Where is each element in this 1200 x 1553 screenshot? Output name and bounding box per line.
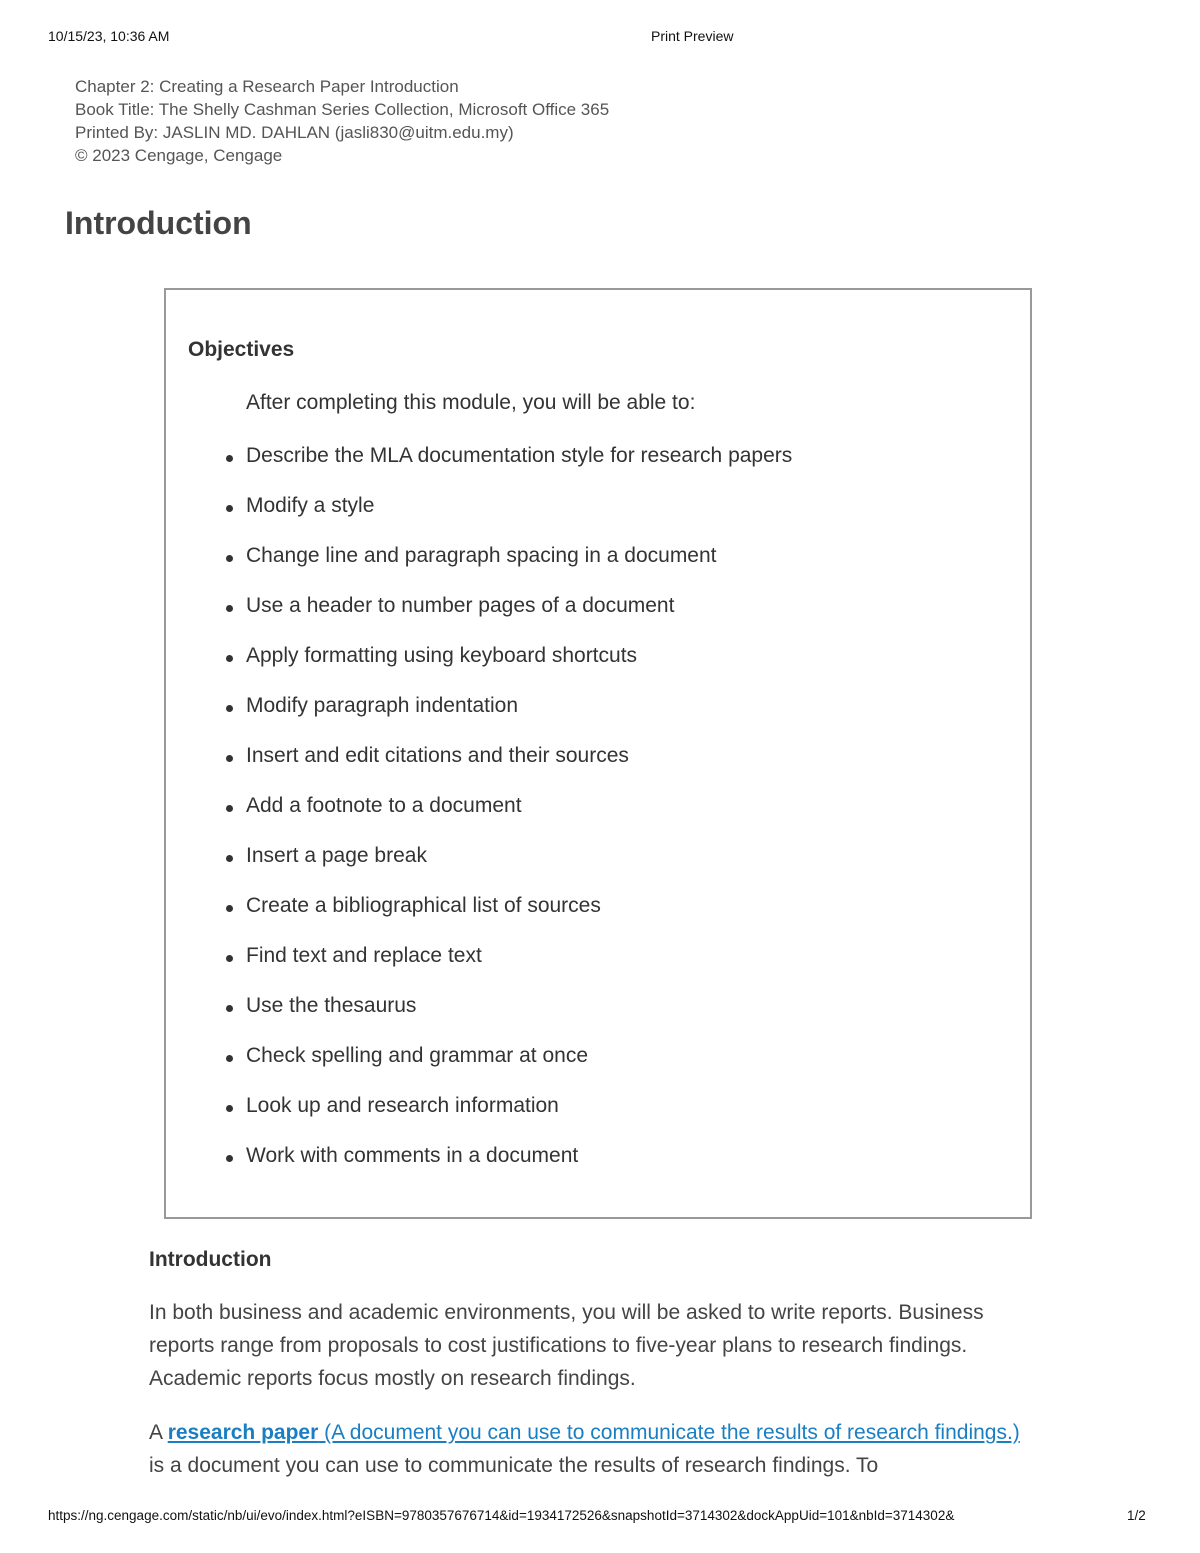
bullet-icon <box>226 455 233 462</box>
bullet-icon <box>226 805 233 812</box>
objective-text: Create a bibliographical list of sources <box>246 894 601 917</box>
bullet-icon <box>226 905 233 912</box>
objective-text: Change line and paragraph spacing in a document <box>246 544 717 567</box>
bullet-icon <box>226 655 233 662</box>
printed-by-line: Printed By: JASLIN MD. DAHLAN (jasli830@uitm.edu.my) <box>75 123 514 142</box>
objectives-intro: After completing this module, you will be able to: <box>246 391 696 414</box>
bullet-icon <box>226 1155 233 1162</box>
page-number: 1/2 <box>1127 1508 1146 1523</box>
objectives-heading: Objectives <box>188 338 295 361</box>
research-paper-term-link[interactable]: research paper <box>167 1421 319 1444</box>
bullet-icon <box>226 505 233 512</box>
bullet-icon <box>226 755 233 762</box>
objective-text: Add a footnote to a document <box>246 794 522 817</box>
print-footer-url: https://ng.cengage.com/static/nb/ui/evo/index.html?eISBN=9780357676714&id=1934172526&snapshotId=3714302&dockAppUid=101&nbId=3714302& <box>48 1508 955 1523</box>
bullet-icon <box>226 1005 233 1012</box>
objective-text: Describe the MLA documentation style for research papers <box>246 444 793 467</box>
objective-text: Insert and edit citations and their sources <box>246 744 629 767</box>
objective-text: Check spelling and grammar at once <box>246 1044 589 1067</box>
chapter-line: Chapter 2: Creating a Research Paper Introduction <box>75 77 459 96</box>
bullet-icon <box>226 955 233 962</box>
introduction-paragraph-1: In both business and academic environments, you will be asked to write reports. Business reports range from proposals to cost justifications to five-year plans to research findings. Academic reports focus mostly on research findings. <box>149 1301 984 1390</box>
introduction-paragraph-2 <box>149 1416 1039 1482</box>
bullet-icon <box>226 605 233 612</box>
paragraph-prefix: A <box>149 1421 168 1444</box>
copyright-line: © 2023 Cengage, Cengage <box>75 146 283 165</box>
document-metadata <box>75 75 609 167</box>
research-paper-definition-link[interactable]: (A document you can use to communicate the results of research findings.) <box>318 1421 1020 1444</box>
objective-text: Find text and replace text <box>246 944 482 967</box>
introduction-heading: Introduction <box>149 1248 272 1271</box>
objective-text: Look up and research information <box>246 1094 559 1117</box>
objective-text: Apply formatting using keyboard shortcuts <box>246 644 638 667</box>
bullet-icon <box>226 1105 233 1112</box>
book-title-line: Book Title: The Shelly Cashman Series Collection, Microsoft Office 365 <box>75 100 610 119</box>
objective-text: Modify a style <box>246 494 375 517</box>
objectives-box <box>164 288 1032 1219</box>
page-title: Introduction <box>65 205 252 241</box>
objective-text: Modify paragraph indentation <box>246 694 519 717</box>
objective-text: Use a header to number pages of a document <box>246 594 675 617</box>
objective-text: Use the thesaurus <box>246 994 417 1017</box>
bullet-icon <box>226 855 233 862</box>
objective-text: Insert a page break <box>246 844 427 867</box>
bullet-icon <box>226 1055 233 1062</box>
bullet-icon <box>226 705 233 712</box>
paragraph-suffix: is a document you can use to communicate the results of research findings. To <box>149 1454 879 1477</box>
bullet-icon <box>226 555 233 562</box>
print-datetime: 10/15/23, 10:36 AM <box>48 28 170 44</box>
print-preview-title: Print Preview <box>651 28 734 44</box>
objective-text: Work with comments in a document <box>246 1144 579 1167</box>
